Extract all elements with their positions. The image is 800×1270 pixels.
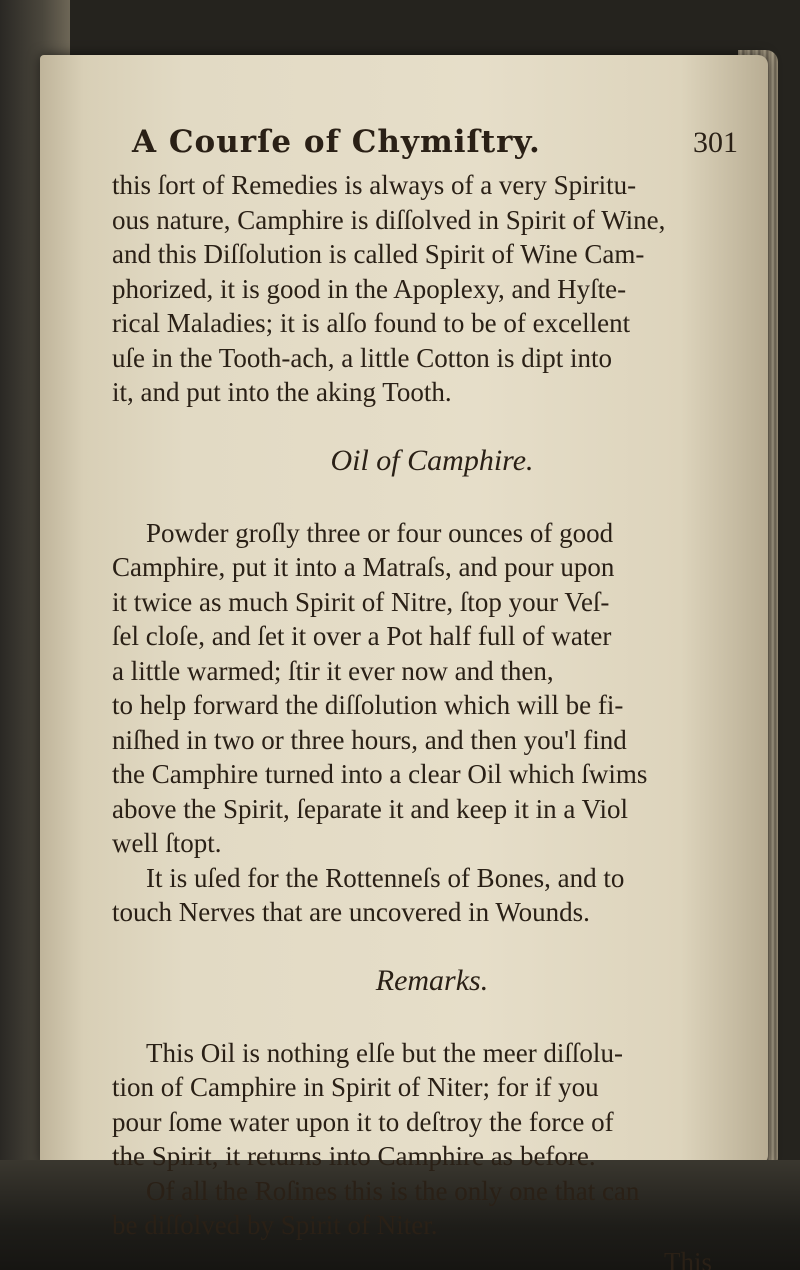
text-line: pour ſome water upon it to deſtroy the force of	[112, 1106, 614, 1137]
text-line: ſel cloſe, and ſet it over a Pot half full of water	[112, 621, 612, 651]
page-text	[112, 124, 752, 1270]
text-line: the Camphire turned into a clear Oil which ſwims	[112, 759, 648, 789]
text-line: ous nature, Camphire is diſſolved in Spirit of Wine,	[112, 204, 666, 235]
text-line: uſe in the Tooth-ach, a little Cotton is dipt into	[112, 342, 613, 373]
intro-paragraph	[112, 168, 752, 410]
remarks-paragraph-2	[112, 1174, 752, 1243]
text-line: phorized, it is good in the Apoplexy, and Hyſte-	[112, 273, 627, 304]
text-line: this ſort of Remedies is always of a very Spiritu-	[112, 170, 637, 200]
remarks-paragraph	[112, 1036, 752, 1174]
text-line: to help forward the diſſolution which will be fi-	[112, 690, 624, 720]
section-heading-oil-of-camphire: Oil of Camphire.	[330, 443, 534, 477]
text-line: it, and put into the aking Tooth.	[112, 377, 452, 407]
text-line: Of all the Roſines this is the only one that can	[146, 1175, 640, 1206]
catchword: This	[663, 1246, 712, 1270]
use-paragraph	[112, 861, 752, 930]
section-heading-remarks: Remarks.	[375, 963, 489, 997]
text-line: touch Nerves that are uncovered in Wounds.	[112, 897, 590, 927]
text-line: It is uſed for the Rottenneſs of Bones, and to	[146, 862, 625, 893]
text-line: rical Maladies; it is alſo found to be of excellent	[112, 308, 631, 338]
running-title: A Courſe of Chymiſtry.	[132, 124, 541, 160]
text-line: the Spirit, it returns into Camphire as before.	[112, 1141, 596, 1171]
page-number: 301	[693, 126, 738, 159]
text-line: niſhed in two or three hours, and then you'l find	[112, 724, 627, 755]
text-line: tion of Camphire in Spirit of Niter; for if you	[112, 1072, 599, 1102]
text-line: above the Spirit, ſeparate it and keep it in a Viol	[112, 793, 628, 824]
text-line: be diſſolved by Spirit of Niter.	[112, 1210, 438, 1240]
text-line: it twice as much Spirit of Nitre, ſtop your Veſ-	[112, 586, 610, 617]
text-line: and this Diſſolution is called Spirit of Wine Cam-	[112, 239, 645, 269]
oil-of-camphire-paragraph	[112, 516, 752, 861]
text-line: well ſtopt.	[112, 828, 222, 858]
text-line: Powder groſly three or four ounces of good	[146, 517, 614, 548]
text-line: This Oil is nothing elſe but the meer diſſolu-	[146, 1037, 623, 1068]
text-line: Camphire, put it into a Matraſs, and pour upon	[112, 552, 615, 582]
page-header	[112, 124, 752, 168]
text-line: a little warmed; ſtir it ever now and then,	[112, 655, 554, 686]
